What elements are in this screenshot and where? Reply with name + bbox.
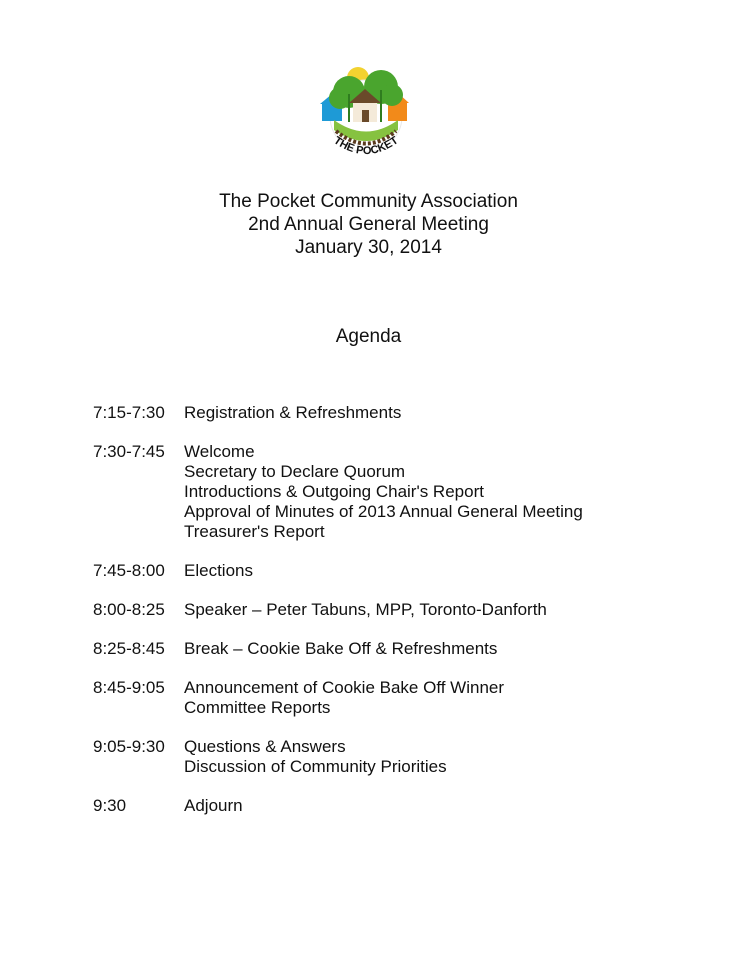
- logo-text: THE POCKET: [331, 134, 401, 158]
- agenda-items: [184, 639, 693, 659]
- agenda-item: Speaker – Peter Tabuns, MPP, Toronto-Danforth: [184, 600, 547, 619]
- meeting-header: [0, 190, 737, 259]
- meeting-date: January 30, 2014: [295, 237, 442, 258]
- agenda-time: 7:45-8:00: [93, 561, 165, 580]
- agenda-row: [93, 442, 693, 542]
- agenda-item: Committee Reports: [184, 698, 331, 717]
- meeting-name: 2nd Annual General Meeting: [248, 214, 489, 235]
- agenda-items: [184, 561, 693, 581]
- the-pocket-logo: [318, 60, 414, 178]
- agenda-list: [93, 403, 693, 816]
- main-house-door-icon: [362, 110, 369, 122]
- agenda-row: [93, 561, 693, 581]
- agenda-items: [184, 796, 693, 816]
- agenda-row: [93, 639, 693, 659]
- agenda-time: 7:30-7:45: [93, 442, 165, 461]
- agenda-item: Registration & Refreshments: [184, 403, 402, 422]
- agenda-item: Welcome: [184, 442, 255, 461]
- agenda-item: Discussion of Community Priorities: [184, 757, 447, 776]
- agenda-time: 8:45-9:05: [93, 678, 165, 697]
- agenda-row: [93, 403, 693, 423]
- agenda-time: 7:15-7:30: [93, 403, 165, 422]
- left-tree-canopy-icon: [329, 87, 351, 109]
- agenda-item: Adjourn: [184, 796, 243, 815]
- agenda-row: [93, 678, 693, 718]
- agenda-item: Approval of Minutes of 2013 Annual General Meeting: [184, 502, 583, 521]
- agenda-time: 9:05-9:30: [93, 737, 165, 756]
- agenda-item: Questions & Answers: [184, 737, 346, 756]
- agenda-items: [184, 678, 693, 718]
- agenda-time: 9:30: [93, 796, 127, 815]
- agenda-row: [93, 737, 693, 777]
- agenda-items: [184, 442, 693, 542]
- organization-name: The Pocket Community Association: [219, 191, 518, 212]
- agenda-items: [184, 403, 693, 423]
- agenda-time: 8:25-8:45: [93, 639, 165, 658]
- agenda-items: [184, 600, 693, 620]
- agenda-row: [93, 796, 693, 816]
- agenda-time: 8:00-8:25: [93, 600, 165, 619]
- agenda-item: Elections: [184, 561, 253, 580]
- agenda-item: Break – Cookie Bake Off & Refreshments: [184, 639, 498, 658]
- agenda-item: Treasurer's Report: [184, 522, 325, 541]
- right-tree-canopy-icon: [381, 84, 403, 106]
- agenda-item: Announcement of Cookie Bake Off Winner: [184, 678, 505, 697]
- agenda-item: Secretary to Declare Quorum: [184, 462, 406, 481]
- house-trees-logo-icon: [318, 60, 414, 178]
- agenda-items: [184, 737, 693, 777]
- agenda-title: Agenda: [335, 326, 402, 347]
- agenda-item: Introductions & Outgoing Chair's Report: [184, 482, 484, 501]
- agenda-row: [93, 600, 693, 620]
